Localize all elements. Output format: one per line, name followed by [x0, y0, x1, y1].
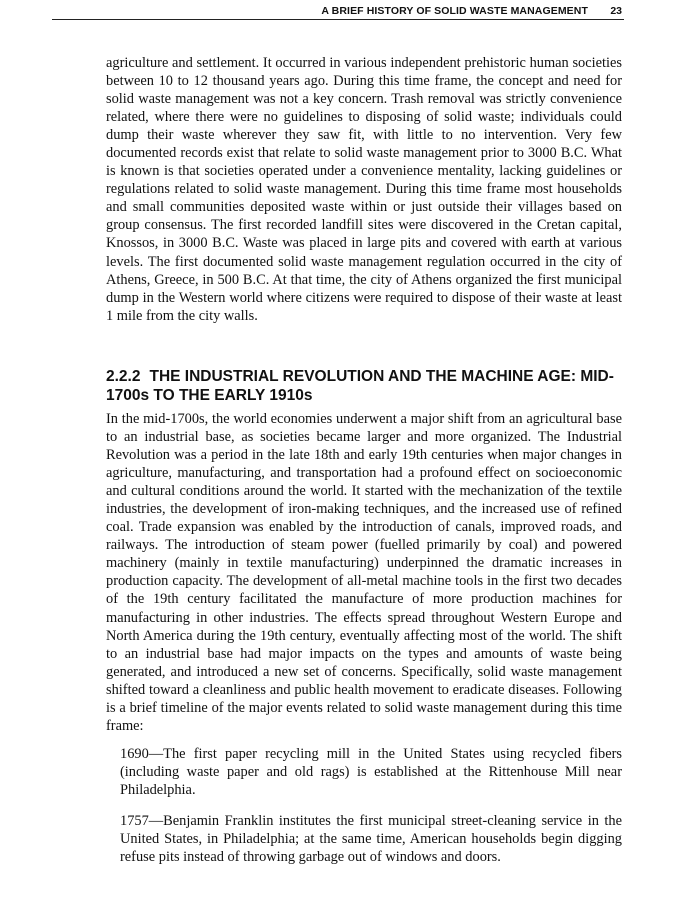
- body-paragraph-industrial: In the mid-1700s, the world economies underwent a major shift from an agricultural base to an industrial base, as societies became larger and more organized. The Industrial Revolution was a period in the late 18th and early 19th centuries when major changes in agriculture, manufacturing, and transportation had a profound effect on socioeconomic and cultural conditions around the world. It started with the mechanization of the textile industries, the development of iron-making techniques, and the increased use of refined coal. Trade expansion was enabled by the introduction of canals, improved roads, and railways. The introduction of steam power (fuelled primarily by coal) and powered machinery (mainly in textile manufacturing) underpinned the dramatic increases in production capacity. The development of all-metal machine tools in the first two decades of the 19th century facilitated the manufacture of more production machines for manufacturing in other industries. The effects spread throughout Western Europe and North America during the 19th century, eventually affecting most of the world. The shift to an industrial base had major impacts on the types and amounts of waste being generated, and introduced a new set of concerns. Specifically, solid waste management shifted toward a cleanliness and public health movement to eradicate diseases. Following is a brief timeline of the major events related to solid waste management during this time frame:: [106, 411, 622, 734]
- running-title: A BRIEF HISTORY OF SOLID WASTE MANAGEMENT: [321, 5, 588, 17]
- timeline-entry: 1757—Benjamin Franklin institutes the first municipal street-cleaning service in the United States, in Philadelphia; at the same time, American households begin digging refuse pits instead of throwing garbage out of windows and doors.: [120, 813, 622, 866]
- section-title: THE INDUSTRIAL REVOLUTION AND THE MACHINE AGE: MID-1700s TO THE EARLY 1910s: [106, 368, 614, 404]
- running-header: [52, 5, 624, 20]
- body-paragraph-prehistoric: agriculture and settlement. It occurred in various independent prehistoric human societies between 10 to 12 thousand years ago. During this time frame, the concept and need for solid waste management was not a key concern. Trash removal was strictly convenience related, where there were no guidelines to disposing of solid waste; individuals could dump their waste wherever they saw fit, with little to no intervention. Very few documented records exist that relate to solid waste management prior to 3000 B.C. What is known is that societies operated under a convenience mentality, lacking guidelines or regulations related to solid waste management. During this time frame most households and small communities deposited waste within or just outside their villages based on group consensus. The first recorded landfill sites were discovered in the Cretan capital, Knossos, in 3000 B.C. Waste was placed in large pits and covered with earth at various levels. The first documented solid waste management regulation occurred in the city of Athens, Greece, in 500 B.C. At that time, the city of Athens organized the first municipal dump in the Western world where citizens were required to dispose of their waste at least 1 mile from the city walls.: [106, 55, 622, 324]
- page-number: 23: [610, 5, 622, 17]
- section-number: 2.2.2: [106, 368, 141, 385]
- section-heading: [106, 367, 626, 405]
- timeline-entry: 1690—The first paper recycling mill in the United States using recycled fibers (including waste paper and old rags) is established at the Rittenhouse Mill near Philadelphia.: [120, 746, 622, 799]
